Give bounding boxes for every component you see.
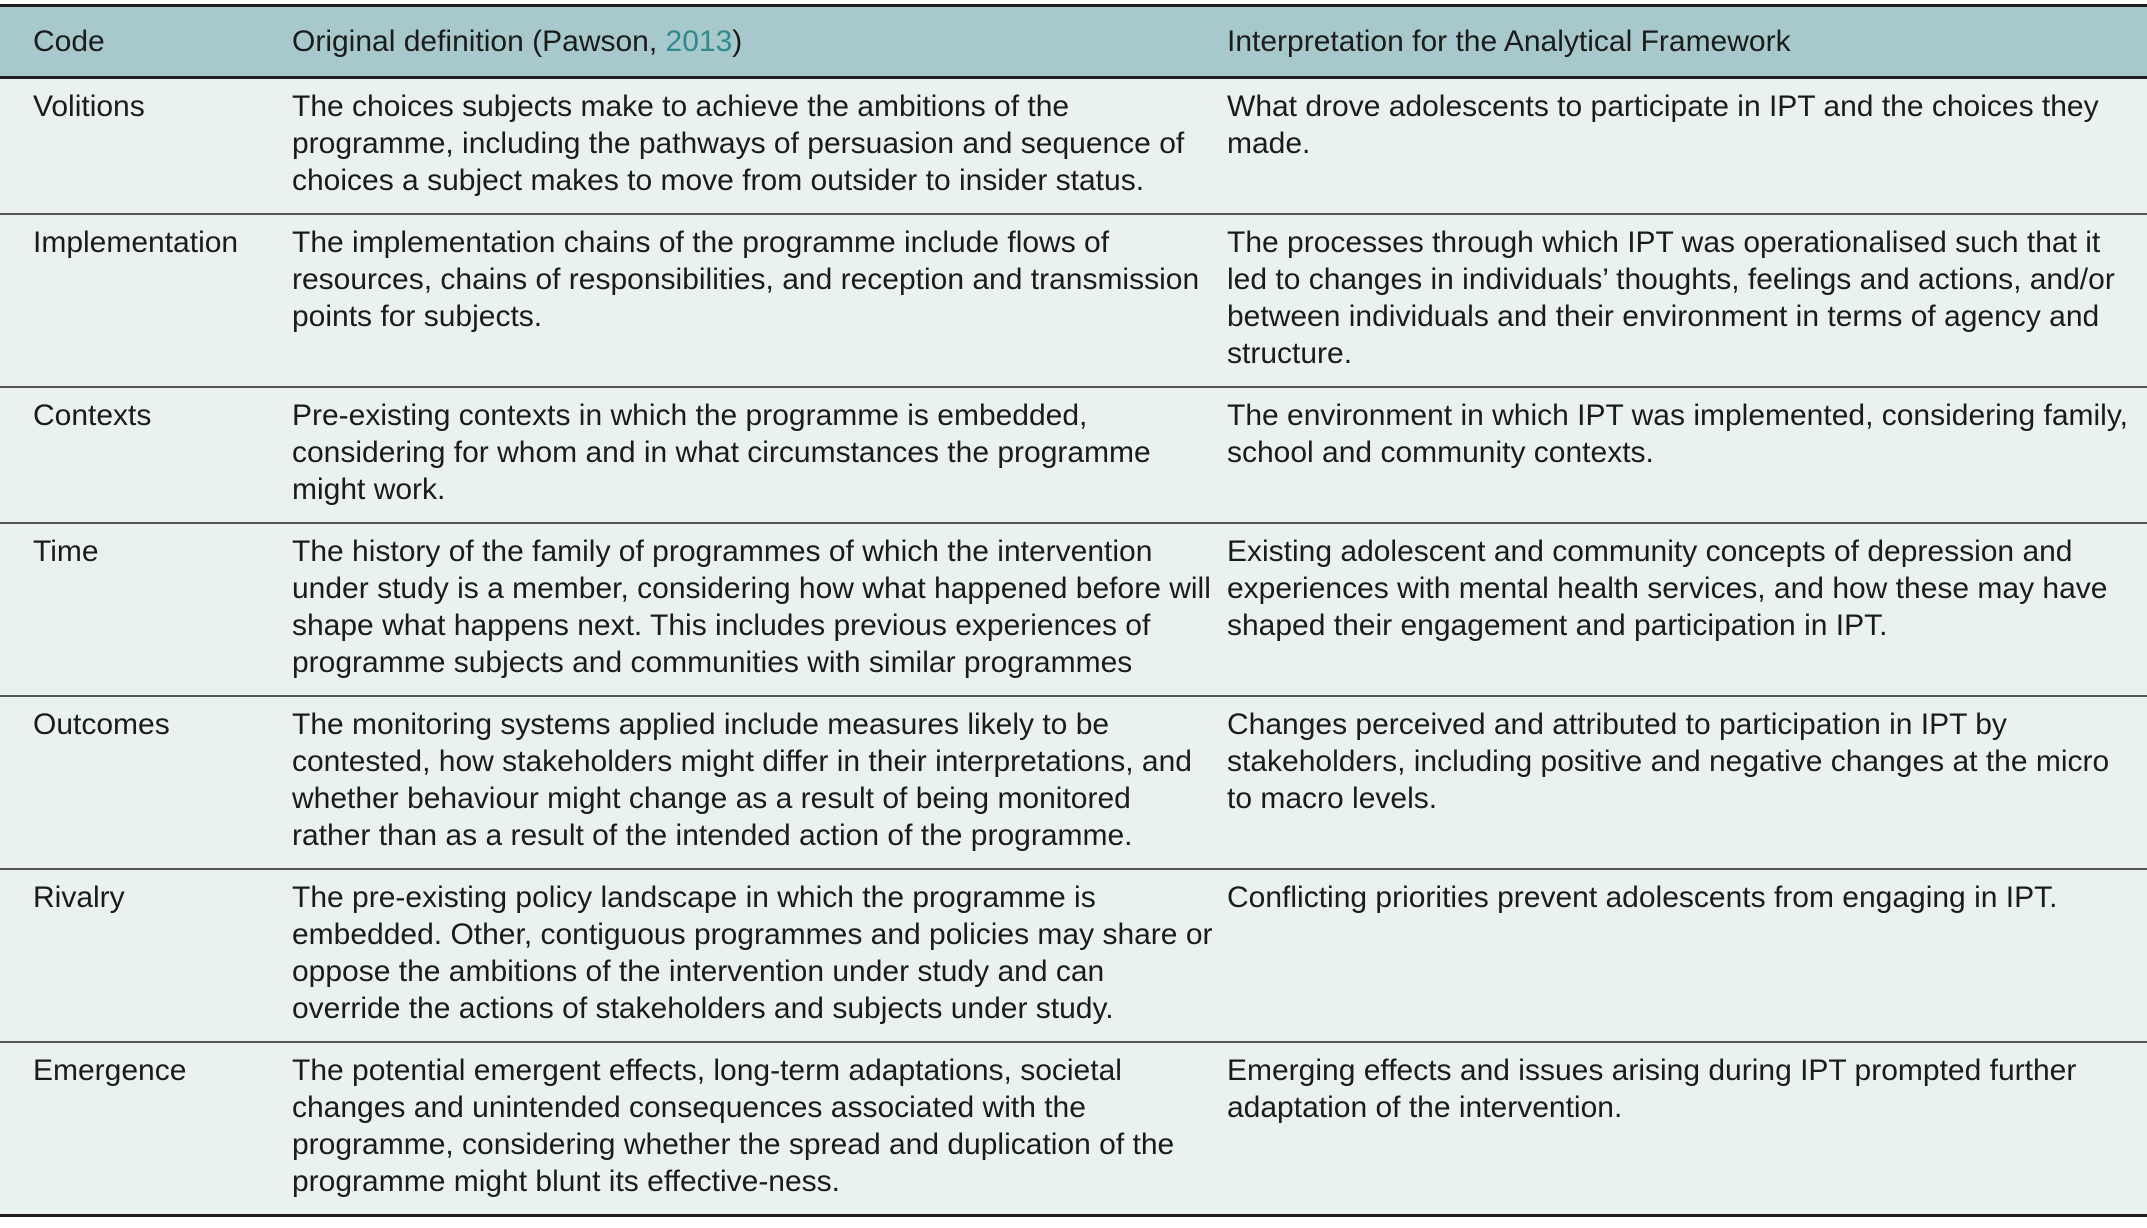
framework-table <box>0 4 2147 1217</box>
cell-original-definition: The history of the family of programmes of which the intervention under study is a member, considering how what happened before will shape what happens next. This includes previous experiences of programme subjects and communities with similar programmes <box>292 523 1227 696</box>
cell-code: Time <box>0 523 292 696</box>
cell-original-definition: The implementation chains of the programme include flows of resources, chains of responsibilities, and reception and transmission points for subjects. <box>292 214 1227 387</box>
table-row <box>0 869 2147 1042</box>
cell-code: Volitions <box>0 78 292 215</box>
header-interpretation: Interpretation for the Analytical Framework <box>1227 6 2147 78</box>
table-header <box>0 6 2147 78</box>
cell-original-definition: Pre-existing contexts in which the programme is embedded, considering for whom and in what circumstances the programme might work. <box>292 387 1227 523</box>
cell-interpretation: Changes perceived and attributed to participation in IPT by stakeholders, including positive and negative changes at the micro to macro levels. <box>1227 696 2147 869</box>
cell-interpretation: The environment in which IPT was implemented, considering family, school and community contexts. <box>1227 387 2147 523</box>
table-body <box>0 78 2147 1216</box>
table-row <box>0 523 2147 696</box>
cell-interpretation: The processes through which IPT was operationalised such that it led to changes in individuals’ thoughts, feelings and actions, and/or between individuals and their environment in terms of agency and structure. <box>1227 214 2147 387</box>
cell-original-definition: The potential emergent effects, long-term adaptations, societal changes and unintended consequences associated with the programme, considering whether the spread and duplication of the programme might blunt its effective-ness. <box>292 1042 1227 1216</box>
table-row <box>0 78 2147 215</box>
citation-year-link[interactable]: 2013 <box>665 25 733 58</box>
cell-interpretation: Existing adolescent and community concepts of depression and experiences with mental health services, and how these may have shaped their engagement and participation in IPT. <box>1227 523 2147 696</box>
header-original-definition <box>292 6 1227 78</box>
header-original-text: Original definition (Pawson, <box>292 25 666 58</box>
table-row <box>0 696 2147 869</box>
table-row <box>0 387 2147 523</box>
header-original-close: ) <box>732 25 743 58</box>
framework-table-container <box>0 4 2147 1217</box>
cell-code: Emergence <box>0 1042 292 1216</box>
header-code: Code <box>0 6 292 78</box>
cell-original-definition: The monitoring systems applied include measures likely to be contested, how stakeholders might differ in their interpretations, and whether behaviour might change as a result of being monitored rather than as a result of the intended action of the programme. <box>292 696 1227 869</box>
table-row <box>0 214 2147 387</box>
cell-code: Rivalry <box>0 869 292 1042</box>
cell-interpretation: What drove adolescents to participate in IPT and the choices they made. <box>1227 78 2147 215</box>
cell-original-definition: The choices subjects make to achieve the ambitions of the programme, including the pathways of persuasion and sequence of choices a subject makes to move from outsider to insider status. <box>292 78 1227 215</box>
cell-interpretation: Emerging effects and issues arising during IPT prompted further adaptation of the intervention. <box>1227 1042 2147 1216</box>
table-row <box>0 1042 2147 1216</box>
header-row <box>0 6 2147 78</box>
cell-interpretation: Conflicting priorities prevent adolescents from engaging in IPT. <box>1227 869 2147 1042</box>
cell-original-definition: The pre-existing policy landscape in which the programme is embedded. Other, contiguous programmes and policies may share or oppose the ambitions of the intervention under study and can override the actions of stakeholders and subjects under study. <box>292 869 1227 1042</box>
cell-code: Contexts <box>0 387 292 523</box>
cell-code: Implementation <box>0 214 292 387</box>
cell-code: Outcomes <box>0 696 292 869</box>
